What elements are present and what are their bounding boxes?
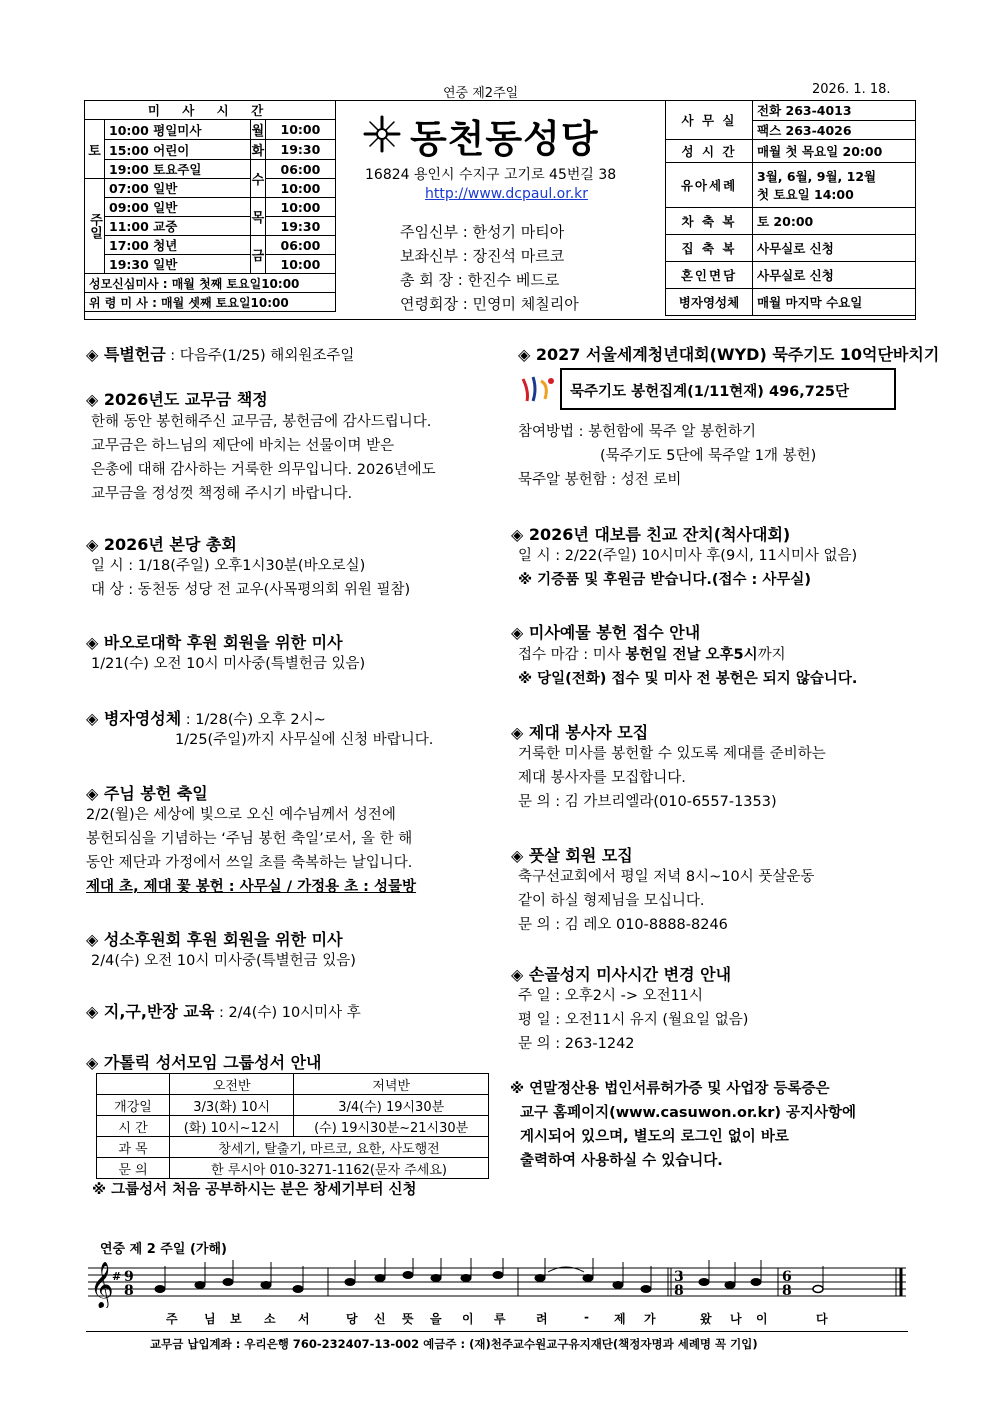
office-value: 토 20:00	[753, 208, 916, 235]
church-url-link[interactable]: http://www.dcpaul.or.kr	[425, 186, 589, 202]
footer-account: 교무금 납입계좌 : 우리은행 760-232407-13-002 예금주 : (재)천주교수원교구유지재단(책정자명과 세례명 꼭 기입)	[150, 1337, 758, 1351]
district-text: : 2/4(수) 10시미사 후	[214, 1005, 361, 1021]
district-title	[86, 999, 361, 1022]
svg-text:8: 8	[124, 1283, 134, 1299]
weekday-time: 10:00	[265, 255, 335, 274]
weekday-label: 목	[250, 198, 265, 236]
mass-schedule-header: 미 사 시 간	[85, 101, 336, 120]
altar-text	[518, 742, 826, 814]
paul-univ-title: ◈ 바오로대학 후원 회원을 위한 미사	[86, 633, 343, 652]
weekday-time: 19:30	[265, 140, 335, 160]
mass-offering-bold-line: ※ 당일(전화) 접수 및 미사 전 봉헌은 되지 않습니다.	[518, 671, 858, 687]
mass-offering-title: ◈ 미사예물 봉헌 접수 안내	[511, 623, 701, 642]
text-line: 교구 홈페이지(www.casuwon.or.kr) 공지사항에	[520, 1105, 857, 1121]
sick-communion-heading: ◈ 병자영성체	[86, 709, 182, 728]
special-mass-1: 성모신심미사 : 매월 첫째 토요일10:00	[85, 274, 336, 293]
weekday-time: 06:00	[265, 236, 335, 255]
assembly-text	[91, 554, 410, 602]
assembly-title: ◈ 2026년 본당 총회	[86, 535, 237, 554]
text-line: 게시되어 있으며, 별도의 로그인 없이 바로	[520, 1129, 789, 1145]
office-label: 집 축 복	[666, 235, 753, 262]
futsal-title: ◈ 풋살 회원 모집	[511, 846, 633, 865]
bible-header: 저녁반	[294, 1074, 489, 1095]
vocation-text: 2/4(수) 오전 10시 미사중(특별헌금 있음)	[91, 953, 356, 969]
sick-communion-line2: 1/25(주일)까지 사무실에 신청 바랍니다.	[175, 732, 434, 748]
office-label: 유아세례	[666, 163, 753, 208]
office-value: 매월 마지막 수요일	[753, 289, 916, 316]
office-value: 전화 263-4013	[753, 101, 916, 121]
office-label: 성 시 간	[666, 140, 753, 163]
songol-title: ◈ 손골성지 미사시간 변경 안내	[511, 965, 732, 984]
text-line: 교무금은 하느님의 제단에 바치는 선물이며 받은	[91, 438, 395, 454]
weekday-time: 10:00	[265, 179, 335, 198]
lyric: 루	[494, 1312, 508, 1326]
office-info-table	[665, 100, 916, 316]
bible-cell: 문 의	[97, 1158, 170, 1179]
svg-text:8: 8	[674, 1283, 684, 1299]
office-value: 매월 첫 목요일 20:00	[753, 140, 916, 163]
weekday-label: 수	[250, 160, 265, 198]
songol-text	[518, 984, 748, 1056]
saturday-label: 토	[85, 120, 105, 179]
sat-mass: 15:00 어린이	[105, 140, 251, 160]
text-line: 문 의 : 263-1242	[518, 1036, 635, 1052]
district-heading: ◈ 지,구,반장 교육	[86, 1002, 215, 1021]
sun-mass: 11:00 교중	[105, 217, 251, 236]
lyric: 나	[730, 1312, 744, 1326]
office-label: 병자영성체	[666, 289, 753, 316]
text-line	[518, 643, 857, 667]
lyric: 님	[204, 1312, 218, 1326]
special-offering-title	[86, 342, 354, 365]
svg-text:9: 9	[124, 1269, 134, 1285]
treble-clef-icon: 𝄞	[90, 1262, 114, 1308]
sun-mass: 19:30 일반	[105, 255, 251, 274]
infant-baptism-months: 3월, 6월, 9월, 12월	[757, 169, 877, 184]
wyd-title: ◈ 2027 서울세계청년대회(WYD) 묵주기도 10억단바치기	[518, 345, 940, 364]
bible-note: ※ 그룹성서 처음 공부하시는 분은 창세기부터 신청	[92, 1182, 417, 1198]
wyd-logo-icon	[519, 371, 559, 413]
office-value: 팩스 263-4026	[753, 120, 916, 140]
weekday-label: 화	[250, 140, 265, 160]
fullmoon-title: ◈ 2026년 대보름 친교 잔치(척사대회)	[511, 525, 791, 544]
weekday-label: 금	[250, 236, 265, 274]
svg-text:6: 6	[782, 1269, 792, 1285]
vocation-title: ◈ 성소후원회 후원 회원을 위한 미사	[86, 930, 343, 949]
sick-communion-text: : 1/28(수) 오후 2시~	[181, 712, 326, 728]
special-mass-2: 위 령 미 사 : 매월 셋째 토요일10:00	[85, 293, 336, 312]
bible-header: 오전반	[170, 1074, 294, 1095]
sun-mass: 09:00 일반	[105, 198, 251, 217]
weekday-label: 월	[250, 120, 265, 140]
week-label: 연중 제2주일	[443, 86, 519, 101]
office-label: 차 축 복	[666, 208, 753, 235]
bible-cell: 창세기, 탈출기, 마르코, 요한, 사도행전	[170, 1137, 489, 1158]
bible-title: ◈ 가톨릭 성서모임 그룹성서 안내	[86, 1053, 322, 1072]
bible-cell: (수) 19시30분~21시30분	[294, 1116, 489, 1137]
weekday-time: 19:30	[265, 217, 335, 236]
lyric: 신	[374, 1312, 388, 1326]
sat-mass: 10:00 평일미사	[105, 120, 251, 140]
lyric: -	[584, 1310, 591, 1324]
bible-cell: (화) 10시~12시	[170, 1116, 294, 1137]
lyric: 다	[816, 1312, 830, 1326]
mass-schedule-table	[84, 100, 336, 312]
weekday-time: 06:00	[265, 160, 335, 179]
presentation-text	[86, 803, 416, 899]
lyric: 이	[756, 1312, 770, 1326]
text-part: 까지	[757, 647, 786, 663]
text-line: 묵주알 봉헌함 : 성전 로비	[518, 472, 682, 488]
lyric: 가	[644, 1312, 658, 1326]
lyric: 뜻	[402, 1312, 416, 1326]
text-line: 일 시 : 2/22(주일) 10시미사 후(9시, 11시미사 없음)	[518, 548, 858, 564]
sick-communion-title	[86, 706, 326, 729]
lyric: 서	[298, 1312, 312, 1326]
cross-icon	[362, 114, 402, 163]
church-address: 16824 용인시 수지구 고기로 45번길 38	[365, 167, 617, 183]
tithe-text	[91, 410, 436, 506]
lyric: 이	[462, 1312, 476, 1326]
bible-cell: 3/4(수) 19시30분	[294, 1095, 489, 1116]
wyd-text	[518, 420, 816, 492]
bible-table	[96, 1073, 489, 1179]
text-line: 은총에 대해 감사하는 거룩한 의무입니다. 2026년에도	[91, 462, 436, 478]
bible-cell: 한 루시아 010-3271-1162(문자 주세요)	[170, 1158, 489, 1179]
text-line: 주 일 : 오후2시 -> 오전11시	[518, 988, 704, 1004]
staff-assistant: 보좌신부 : 장진석 마르코	[400, 247, 565, 265]
futsal-text	[518, 865, 814, 937]
text-part: 접수 마감 : 미사	[518, 647, 626, 663]
sun-mass: 17:00 청년	[105, 236, 251, 255]
office-label: 혼인면담	[666, 262, 753, 289]
special-offering-heading: ◈ 특별헌금	[86, 345, 166, 364]
bible-cell: 개강일	[97, 1095, 170, 1116]
text-line: 문 의 : 김 가브리엘라(010-6557-1353)	[518, 794, 777, 810]
staff-funeral: 연령회장 : 민영미 체칠리아	[400, 295, 579, 313]
bible-cell: 시 간	[97, 1116, 170, 1137]
text-line: (묵주기도 5단에 묵주알 1개 봉헌)	[600, 448, 817, 464]
text-line: 평 일 : 오전11시 유지 (월요일 없음)	[518, 1012, 749, 1028]
lyric: 왔	[700, 1312, 714, 1326]
text-line: 참여방법 : 봉헌함에 묵주 알 봉헌하기	[518, 424, 757, 440]
office-value: 사무실로 신청	[753, 235, 916, 262]
text-line: 문 의 : 김 레오 010-8888-8246	[518, 917, 728, 933]
infant-baptism-time: 첫 토요일 14:00	[757, 187, 854, 202]
text-line: 2/2(월)은 세상에 빛으로 오신 예수님께서 성전에	[86, 807, 396, 823]
presentation-bold-line: 제대 초, 제대 꽃 봉헌 : 사무실 / 가정용 초 : 성물방	[86, 879, 417, 895]
music-staff	[88, 1258, 908, 1308]
staff-president: 총 회 장 : 한진수 베드로	[400, 271, 560, 289]
svg-text:3: 3	[674, 1269, 684, 1285]
office-value: 사무실로 신청	[753, 262, 916, 289]
office-value	[753, 163, 916, 208]
text-line: 같이 하실 형제님을 모십니다.	[518, 893, 705, 909]
fullmoon-text	[518, 544, 857, 592]
bible-header	[97, 1074, 170, 1095]
svg-text:8: 8	[782, 1283, 792, 1299]
staff-pastor: 주임신부 : 한성기 마티아	[400, 223, 565, 241]
lyric: 을	[430, 1312, 444, 1326]
footer-divider	[86, 1331, 908, 1332]
text-line: 교무금을 정성껏 책정해 주시기 바랍니다.	[91, 486, 353, 502]
text-line: 한해 동안 봉헌해주신 교무금, 봉헌금에 감사드립니다.	[91, 414, 432, 430]
svg-text:#: #	[112, 1270, 122, 1283]
text-line: 거룩한 미사를 봉헌할 수 있도록 제대를 준비하는	[518, 746, 826, 762]
lyric: 당	[346, 1312, 360, 1326]
text-line: 일 시 : 1/18(주일) 오후1시30분(바오로실)	[91, 558, 366, 574]
text-line: 동안 제단과 가정에서 쓰일 초를 축복하는 날입니다.	[86, 855, 413, 871]
altar-title: ◈ 제대 봉사자 모집	[511, 723, 649, 742]
music-title: 연중 제 2 주일 (가해)	[100, 1242, 227, 1257]
text-line: 출력하여 사용하실 수 있습니다.	[520, 1153, 723, 1169]
text-line: 봉헌되심을 기념하는 ‘주님 봉헌 축일’로서, 올 한 해	[86, 831, 413, 847]
sunday-label: 주일	[85, 179, 105, 274]
sun-mass: 07:00 일반	[105, 179, 251, 198]
church-name: 동천동성당	[410, 117, 599, 161]
mass-offering-text	[518, 643, 857, 691]
weekday-time: 10:00	[265, 198, 335, 217]
fullmoon-bold-line: ※ 기증품 및 후원금 받습니다.(접수 : 사무실)	[518, 572, 812, 588]
wyd-rosary-box	[560, 368, 896, 410]
date-label: 2026. 1. 18.	[812, 82, 891, 97]
sat-mass: 19:00 토요주일	[105, 160, 251, 179]
wyd-rosary-count: 묵주기도 봉헌집계(1/11현재) 496,725단	[570, 384, 850, 400]
lyric: 려	[536, 1312, 550, 1326]
lyric: 주	[166, 1312, 180, 1326]
weekday-time: 10:00	[265, 120, 335, 140]
lyric: 소	[264, 1312, 278, 1326]
text-line: 축구선교회에서 평일 저녁 8시~10시 풋살운동	[518, 869, 815, 885]
lyric: 보	[230, 1312, 244, 1326]
special-offering-text: : 다음주(1/25) 해외원조주일	[165, 348, 355, 364]
tax-notice	[510, 1077, 856, 1173]
lyric: 제	[614, 1312, 628, 1326]
office-label: 사 무 실	[666, 101, 753, 140]
bible-cell: 3/3(화) 10시	[170, 1095, 294, 1116]
paul-univ-text: 1/21(수) 오전 10시 미사중(특별헌금 있음)	[91, 656, 366, 672]
text-line: ※ 연말정산용 법인서류허가증 및 사업장 등록증은	[510, 1081, 830, 1097]
text-line: 대 상 : 동천동 성당 전 교우(사목평의회 위원 필참)	[91, 582, 411, 598]
text-part-bold: 봉헌일 전날 오후5시	[625, 647, 758, 663]
presentation-title: ◈ 주님 봉헌 축일	[86, 784, 208, 803]
tithe-title: ◈ 2026년도 교무금 책정	[86, 390, 268, 409]
bible-cell: 과 목	[97, 1137, 170, 1158]
text-line: 제대 봉사자를 모집합니다.	[518, 770, 686, 786]
